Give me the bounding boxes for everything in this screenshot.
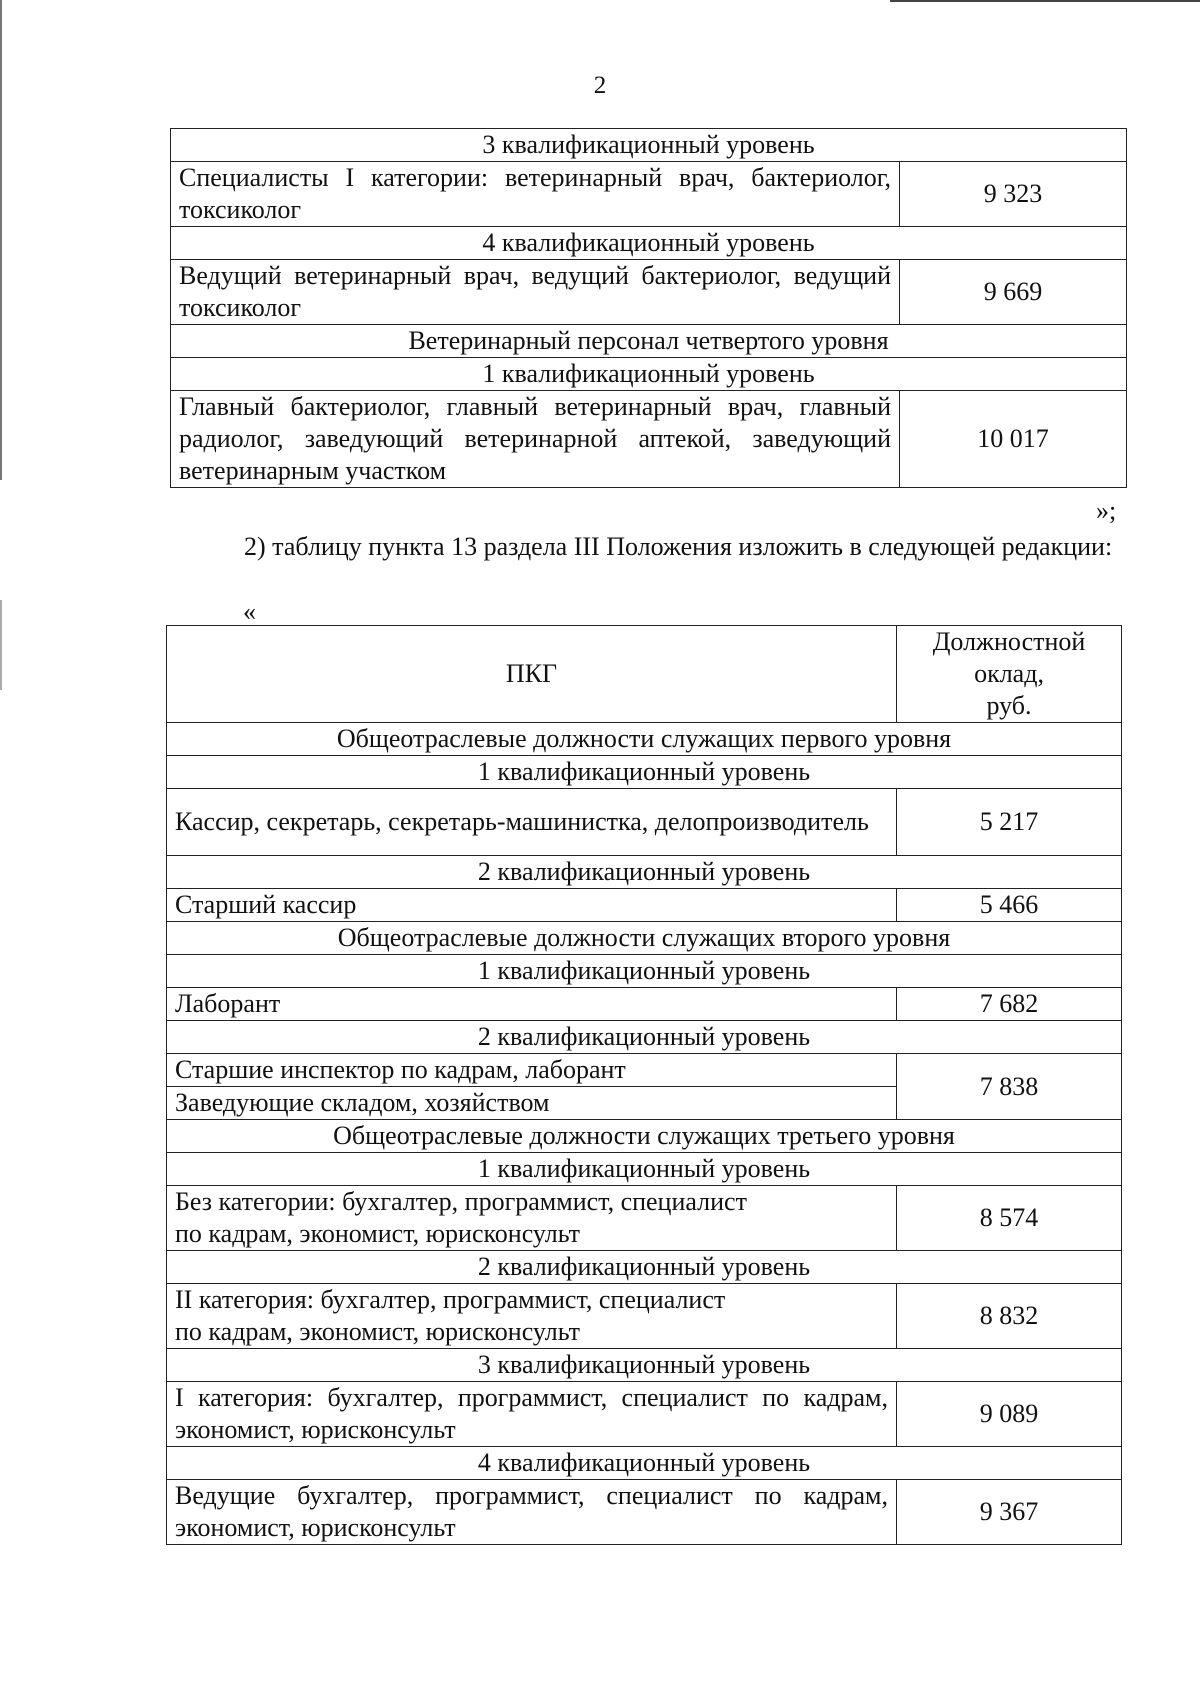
- column-header-salary-line: Должностной: [932, 627, 1086, 656]
- table-row: [167, 1186, 1122, 1251]
- position-cell: I категория: бухгалтер, программист, специалист по кадрам, экономист, юрисконсульт: [167, 1382, 897, 1447]
- position-cell: Специалисты I категории: ветеринарный врач, бактериолог, токсиколог: [171, 162, 900, 227]
- table-row: [171, 358, 1127, 391]
- position-cell: Старшие инспектор по кадрам, лаборант: [167, 1054, 897, 1087]
- group-heading: Общеотраслевые должности служащих третьего уровня: [167, 1120, 1122, 1153]
- table-row: [171, 391, 1127, 488]
- table-row: [167, 1349, 1122, 1382]
- amendment-instruction: 2) таблицу пункта 13 раздела III Положения изложить в следующей редакции:: [244, 532, 1113, 561]
- position-line: II категория: бухгалтер, программист, специалист: [175, 1285, 726, 1314]
- table-row: [167, 1447, 1122, 1480]
- qualification-level-heading: 3 квалификационный уровень: [171, 129, 1127, 162]
- table-row: [167, 856, 1122, 889]
- salary-cell: 7 838: [897, 1054, 1122, 1120]
- position-cell: [167, 1284, 897, 1349]
- qualification-level-heading: 2 квалификационный уровень: [167, 1251, 1122, 1284]
- page-number: 2: [593, 72, 607, 99]
- salary-cell: 9 669: [900, 260, 1127, 325]
- table-row: [167, 789, 1122, 856]
- position-line: по кадрам, экономист, юрисконсульт: [175, 1317, 580, 1346]
- table-row: [167, 1021, 1122, 1054]
- qualification-level-heading: 1 квалификационный уровень: [167, 1153, 1122, 1186]
- column-header-pkg: ПКГ: [167, 626, 897, 723]
- table-row: [171, 162, 1127, 227]
- scan-edge-line: [0, 600, 2, 690]
- position-cell: Лаборант: [167, 988, 897, 1021]
- position-cell: Заведующие складом, хозяйством: [167, 1087, 897, 1120]
- salary-table-amended: [166, 625, 1122, 1545]
- column-header-salary-line: руб.: [986, 691, 1032, 720]
- qualification-level-heading: 2 квалификационный уровень: [167, 1021, 1122, 1054]
- table-row: [167, 1382, 1122, 1447]
- position-cell: [167, 1186, 897, 1251]
- group-heading: Общеотраслевые должности служащих первого уровня: [167, 723, 1122, 756]
- qualification-level-heading: 2 квалификационный уровень: [167, 856, 1122, 889]
- qualification-level-heading: 3 квалификационный уровень: [167, 1349, 1122, 1382]
- table-row: [171, 260, 1127, 325]
- table-row: [167, 1153, 1122, 1186]
- salary-cell: 9 367: [897, 1480, 1122, 1545]
- table-row: [171, 129, 1127, 162]
- qualification-level-heading: 1 квалификационный уровень: [167, 756, 1122, 789]
- table-row: [171, 325, 1127, 358]
- salary-cell: 10 017: [900, 391, 1127, 488]
- table-row: [167, 988, 1122, 1021]
- group-heading: Общеотраслевые должности служащих второго уровня: [167, 922, 1122, 955]
- table-row: [167, 756, 1122, 789]
- table-row: [167, 1284, 1122, 1349]
- column-header-salary-line: оклад,: [974, 659, 1044, 688]
- salary-cell: 9 089: [897, 1382, 1122, 1447]
- position-cell: Главный бактериолог, главный ветеринарный врач, главный радиолог, заведующий ветеринарной аптекой, заведующий ветеринарным участком: [171, 391, 900, 488]
- qualification-level-heading: 1 квалификационный уровень: [171, 358, 1127, 391]
- table-row: [167, 1120, 1122, 1153]
- opening-quote-mark: «: [243, 597, 256, 626]
- salary-cell: 5 217: [897, 789, 1122, 856]
- salary-cell: 8 832: [897, 1284, 1122, 1349]
- closing-quote-mark: »;: [1096, 496, 1117, 525]
- position-cell: Кассир, секретарь, секретарь-машинистка, делопроизводитель: [167, 789, 897, 856]
- position-cell: Ведущие бухгалтер, программист, специалист по кадрам, экономист, юрисконсульт: [167, 1480, 897, 1545]
- salary-cell: 9 323: [900, 162, 1127, 227]
- table-row: [167, 1251, 1122, 1284]
- table-row: [167, 889, 1122, 922]
- table-row: [167, 1480, 1122, 1545]
- scan-edge-line: [890, 0, 1200, 2]
- group-heading: Ветеринарный персонал четвертого уровня: [171, 325, 1127, 358]
- position-line: Без категории: бухгалтер, программист, специалист: [175, 1187, 747, 1216]
- table-header-row: [167, 626, 1122, 723]
- salary-table-continued: [170, 128, 1127, 488]
- table-row: [167, 955, 1122, 988]
- table-row: [167, 723, 1122, 756]
- salary-cell: 8 574: [897, 1186, 1122, 1251]
- salary-cell: 5 466: [897, 889, 1122, 922]
- qualification-level-heading: 4 квалификационный уровень: [167, 1447, 1122, 1480]
- column-header-salary: [897, 626, 1122, 723]
- position-line: по кадрам, экономист, юрисконсульт: [175, 1219, 580, 1248]
- position-cell: Старший кассир: [167, 889, 897, 922]
- table-row: [171, 227, 1127, 260]
- salary-cell: 7 682: [897, 988, 1122, 1021]
- table-row: [167, 922, 1122, 955]
- position-cell: Ведущий ветеринарный врач, ведущий бактериолог, ведущий токсиколог: [171, 260, 900, 325]
- qualification-level-heading: 4 квалификационный уровень: [171, 227, 1127, 260]
- table-row: [167, 1054, 1122, 1087]
- qualification-level-heading: 1 квалификационный уровень: [167, 955, 1122, 988]
